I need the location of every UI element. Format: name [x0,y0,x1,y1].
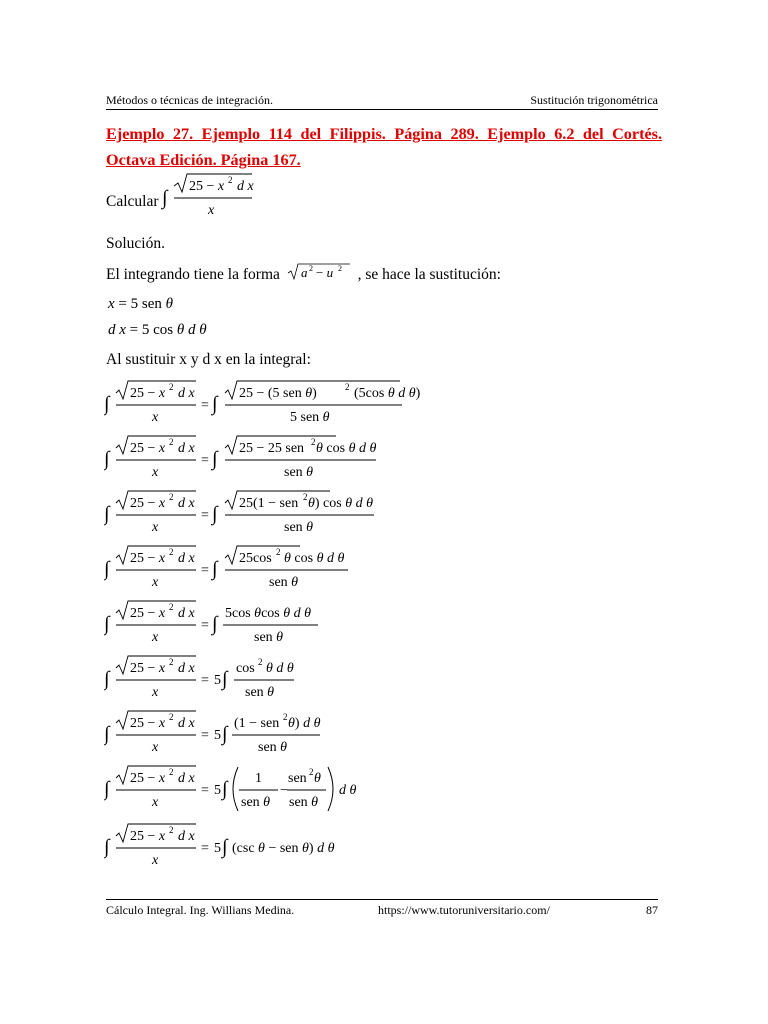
svg-text:25(1 − sen: 25(1 − sen [239,496,299,511]
svg-text:θ cos θ d θ: θ cos θ d θ [316,441,377,456]
svg-text:a: a [300,265,308,280]
svg-text:5: 5 [214,841,221,856]
svg-text:∫: ∫ [212,393,218,415]
svg-text:θ cos θ d θ: θ cos θ d θ [284,551,345,566]
header-left: Métodos o técnicas de integración. [106,93,273,107]
svg-text:2: 2 [276,547,281,557]
svg-text:2: 2 [303,492,308,502]
step-7 [104,711,321,755]
footer-left: Cálculo Integral. Ing. Willians Medina. [106,903,295,917]
page-header [106,93,658,109]
intro-line [106,263,501,284]
step-9 [104,824,335,868]
svg-text:(1 − sen: (1 − sen [234,716,280,731]
intro-before: El integrando tiene la forma [106,266,280,283]
svg-text:(5cos θ d θ): (5cos θ d θ) [354,386,421,401]
svg-text:θ d θ: θ d θ [266,661,294,676]
calcular-label: Calcular [106,193,159,210]
svg-text:sen θ: sen θ [284,465,314,480]
svg-text:d x = 5 cos θ d θ: d x = 5 cos θ d θ [108,322,207,338]
svg-text:2: 2 [345,382,350,392]
svg-text:∫: ∫ [222,836,228,858]
step-1 [104,381,421,425]
svg-text:1: 1 [255,771,262,786]
svg-text:∫: ∫ [222,778,228,800]
svg-text:25 − 25 sen: 25 − 25 sen [239,441,305,456]
svg-text:sen θ: sen θ [258,740,288,755]
svg-text:sen: sen [288,771,307,786]
step-5 [104,601,318,645]
svg-text:sen θ: sen θ [254,630,284,645]
svg-text:(csc θ − sen θ) d θ: (csc θ − sen θ) d θ [232,841,335,856]
svg-text:sen θ: sen θ [241,795,271,810]
svg-text:5: 5 [214,783,221,798]
svg-text:2: 2 [337,264,342,273]
integration-steps [104,378,424,878]
footer-rule [106,899,658,900]
svg-text:2: 2 [308,264,313,273]
footer-url[interactable]: https://www.tutoruniversitario.com/ [378,903,550,917]
step-4 [104,546,348,590]
svg-text:θ) cos θ d θ: θ) cos θ d θ [308,496,373,511]
example-title: Ejemplo 27. Ejemplo 114 del Filippis. Página 289. Ejemplo 6.2 del Cortés. Octava Edición. Página 167. [106,125,662,169]
step-6 [104,656,294,700]
svg-text:cos: cos [236,661,255,676]
header-right: Sustitución trigonométrica [530,93,658,107]
svg-text:sen θ: sen θ [269,575,299,590]
svg-text:∫: ∫ [222,668,228,690]
svg-text:θ: θ [314,771,321,786]
svg-text:2: 2 [311,437,316,447]
svg-text:2: 2 [283,712,288,722]
svg-text:sen θ: sen θ [289,795,319,810]
header-rule [106,109,658,110]
svg-text:d θ: d θ [339,783,357,798]
svg-text:− u: − u [315,265,333,280]
svg-text:25cos: 25cos [239,551,272,566]
svg-text:∫: ∫ [212,503,218,525]
solucion-label: Solución. [106,235,165,252]
substitution-block [106,292,246,342]
step-8 [104,766,357,811]
intro-after: , se hace la sustitución: [357,266,501,283]
svg-text:25 − (5 sen θ): 25 − (5 sen θ) [239,386,317,401]
svg-text:x: x [208,203,215,218]
svg-text:2: 2 [309,767,314,777]
svg-text:5: 5 [214,673,221,688]
page-footer [106,903,658,919]
svg-text:θ) d θ: θ) d θ [288,716,321,731]
sqrt-form [284,263,354,283]
svg-text:∫: ∫ [212,558,218,580]
svg-text:5cos θcos θ d θ: 5cos θcos θ d θ [225,606,311,621]
svg-text:∫: ∫ [222,723,228,745]
svg-text:sen θ: sen θ [284,520,314,535]
step-2 [104,436,376,480]
svg-text:5 sen θ: 5 sen θ [290,410,330,425]
step-3 [104,491,374,535]
svg-text:∫: ∫ [212,613,218,635]
svg-text:∫: ∫ [162,187,168,209]
svg-text:25 − x: 25 − x [189,179,225,194]
integral-expression [160,172,260,220]
page-number: 87 [646,903,658,917]
svg-text:x = 5 sen θ: x = 5 sen θ [108,296,174,312]
svg-text:∫: ∫ [212,448,218,470]
svg-text:d x: d x [237,179,254,194]
svg-text:−: − [280,783,288,798]
svg-text:2: 2 [228,175,233,185]
svg-text:sen θ: sen θ [245,685,275,700]
svg-text:2: 2 [258,657,263,667]
al-sustituir-line: Al sustituir x y d x en la integral: [106,351,311,368]
svg-text:5: 5 [214,728,221,743]
